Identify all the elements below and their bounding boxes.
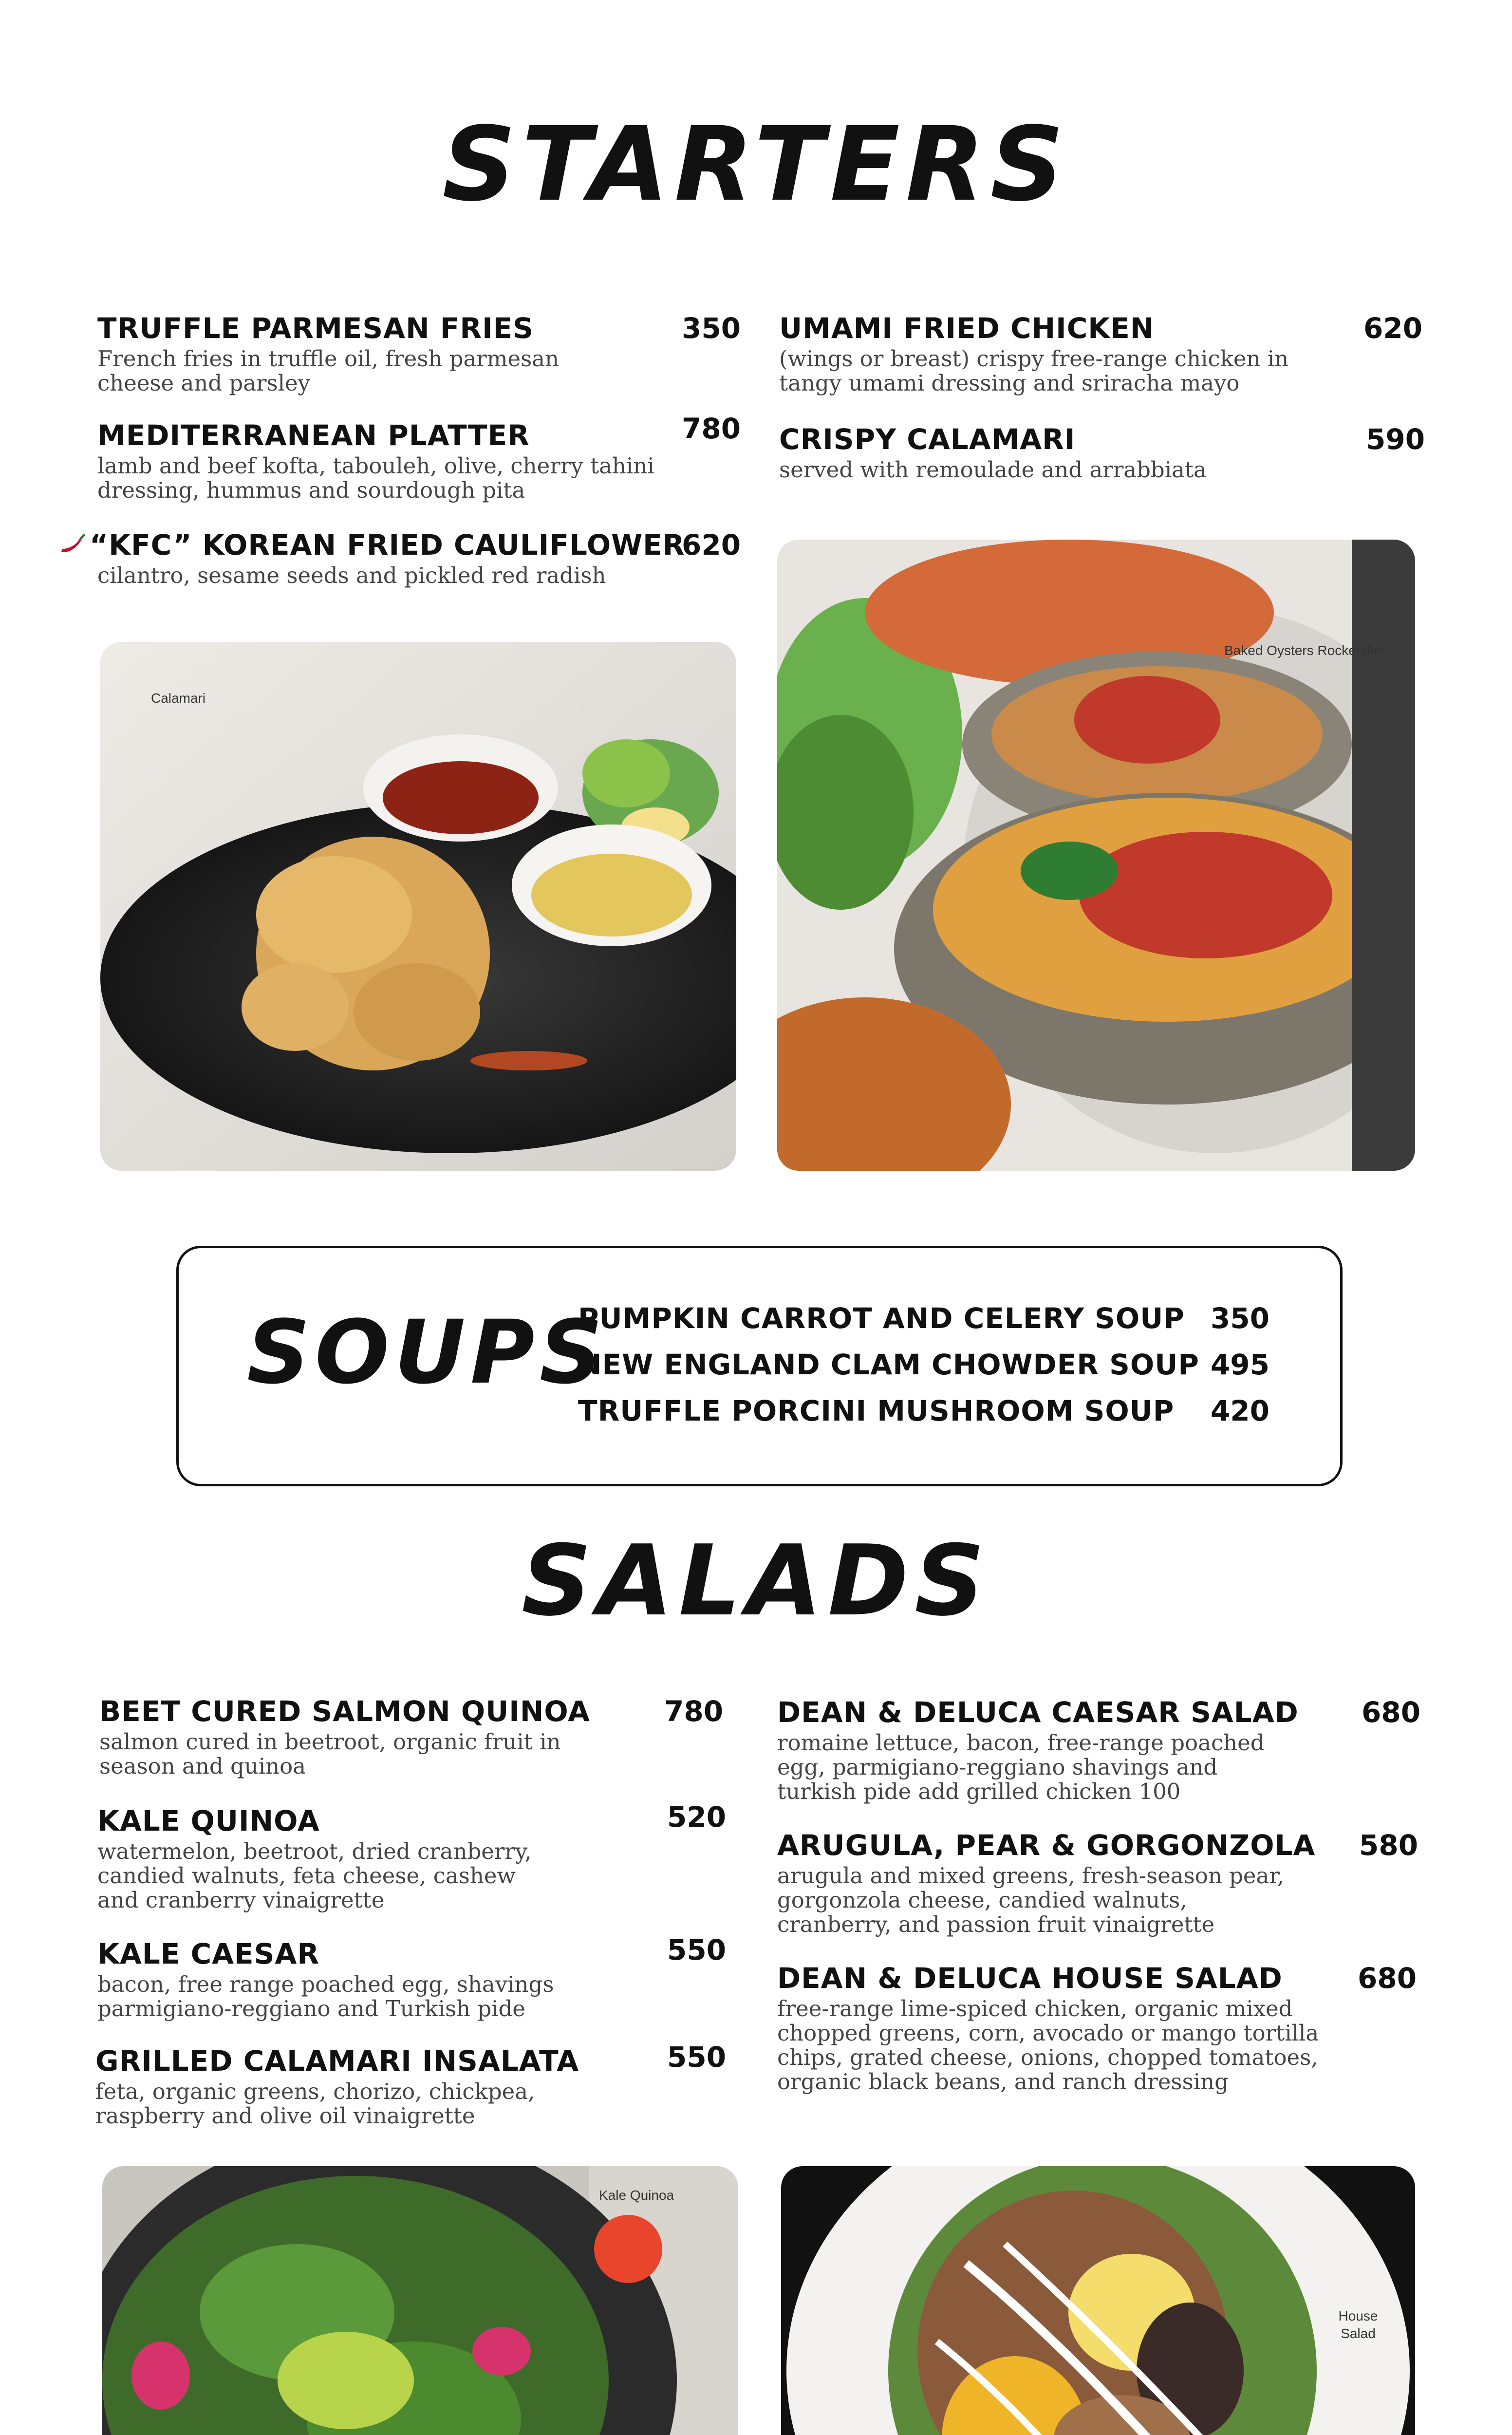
item-name: TRUFFLE PORCINI MUSHROOM SOUP	[578, 1394, 1175, 1427]
menu-item	[777, 1829, 1420, 1941]
house-salad-photo	[781, 2166, 1415, 2435]
photo-caption: Kale Quinoa	[599, 2188, 674, 2203]
calamari-photo	[100, 642, 736, 1171]
item-price: 520	[667, 1800, 727, 1834]
item-name: TRUFFLE PARMESAN FRIES	[97, 312, 534, 345]
item-name: NEW ENGLAND CLAM CHOWDER SOUP	[578, 1348, 1199, 1381]
kale-quinoa-photo	[102, 2166, 738, 2435]
item-price: 620	[682, 528, 741, 562]
item-name: PUMPKIN CARROT AND CELERY SOUP	[578, 1302, 1185, 1335]
item-name: ARUGULA, PEAR & GORGONZOLA	[777, 1829, 1316, 1862]
item-description: served with remoulade and arrabbiata	[779, 457, 1207, 483]
item-description: cilantro, sesame seeds and pickled red radish	[97, 562, 606, 588]
menu-item	[97, 1800, 730, 1913]
item-price: 350	[1210, 1302, 1269, 1335]
item-name: BEET CURED SALMON QUINOA	[99, 1695, 591, 1728]
item-description: free-range lime-spiced chicken, organic mixed chopped greens, corn, avocado or mango tortilla chips, grated cheese, onions, chopped tomatoes, organic black beans, and ranch dressing	[777, 1996, 1319, 2095]
soup-item	[578, 1394, 1269, 1433]
item-price: 590	[1366, 423, 1425, 456]
item-name: DEAN & DELUCA HOUSE SALAD	[777, 1962, 1283, 1995]
item-description: bacon, free range poached egg, shavings parmigiano-reggiano and Turkish pide	[97, 1971, 554, 2022]
item-price: 620	[1363, 312, 1423, 345]
starters-title: STARTERS	[442, 105, 1070, 224]
oysters-photo	[777, 540, 1415, 1171]
item-name: UMAMI FRIED CHICKEN	[779, 312, 1155, 345]
item-name: KALE CAESAR	[97, 1937, 319, 1970]
menu-item	[779, 423, 1425, 483]
item-price: 420	[1210, 1394, 1269, 1427]
menu-item	[777, 1962, 1420, 2098]
photo-caption: Baked Oysters Rockefeller	[1224, 643, 1386, 658]
item-description: arugula and mixed greens, fresh-season pear, gorgonzola cheese, candied walnuts, cranberry, and passion fruit vinaigrette	[777, 1863, 1285, 1937]
item-description: romaine lettuce, bacon, free-range poached egg, parmigiano-reggiano shavings and turkish pide add grilled chicken 100	[777, 1730, 1265, 1804]
item-name: KALE QUINOA	[97, 1804, 320, 1837]
item-description: (wings or breast) crispy free-range chicken in tangy umami dressing and sriracha mayo	[779, 346, 1289, 396]
menu-item	[777, 1696, 1420, 1808]
menu-item	[58, 528, 740, 601]
menu-item	[97, 312, 740, 399]
item-description: feta, organic greens, chorizo, chickpea, raspberry and olive oil vinaigrette	[95, 2079, 535, 2129]
item-description: French fries in truffle oil, fresh parmesan cheese and parsley	[97, 346, 559, 396]
soup-item	[578, 1348, 1269, 1387]
menu-item	[97, 412, 741, 506]
item-price: 580	[1359, 1829, 1419, 1862]
chili-pepper-icon	[58, 534, 86, 556]
soups-title: SOUPS	[247, 1302, 608, 1404]
item-description: lamb and beef kofta, tabouleh, olive, cherry tahini dressing, hummus and sourdough pita	[97, 453, 654, 503]
item-description: salmon cured in beetroot, organic fruit in season and quinoa	[99, 1729, 561, 1779]
item-price: 550	[667, 1933, 727, 1967]
item-name: GRILLED CALAMARI INSALATA	[95, 2044, 579, 2078]
item-name: MEDITERRANEAN PLATTER	[97, 419, 530, 452]
item-name: DEAN & DELUCA CAESAR SALAD	[777, 1696, 1299, 1729]
item-description: watermelon, beetroot, dried cranberry, candied walnuts, feta cheese, cashew and cranberry vinaigrette	[97, 1838, 532, 1913]
menu-item	[95, 2041, 728, 2129]
item-price: 780	[682, 412, 741, 445]
photo-caption: Calamari	[151, 691, 206, 706]
photo-caption	[1336, 2307, 1380, 2342]
menu-item	[99, 1695, 728, 1778]
item-price: 495	[1210, 1348, 1269, 1381]
item-name: CRISPY CALAMARI	[779, 423, 1076, 456]
item-price: 680	[1358, 1962, 1417, 1995]
salads-title: SALADS	[521, 1524, 991, 1638]
item-price: 350	[682, 312, 741, 345]
menu-item	[97, 1933, 730, 2022]
item-price: 680	[1362, 1696, 1421, 1729]
menu-item	[779, 312, 1422, 399]
photo-caption-text: House Salad	[1338, 2308, 1378, 2341]
item-name: “KFC” KOREAN FRIED CAULIFLOWER	[90, 528, 685, 562]
item-price: 780	[664, 1695, 724, 1728]
item-price: 550	[667, 2041, 727, 2074]
soups-box	[176, 1246, 1343, 1486]
soup-item	[578, 1302, 1269, 1341]
